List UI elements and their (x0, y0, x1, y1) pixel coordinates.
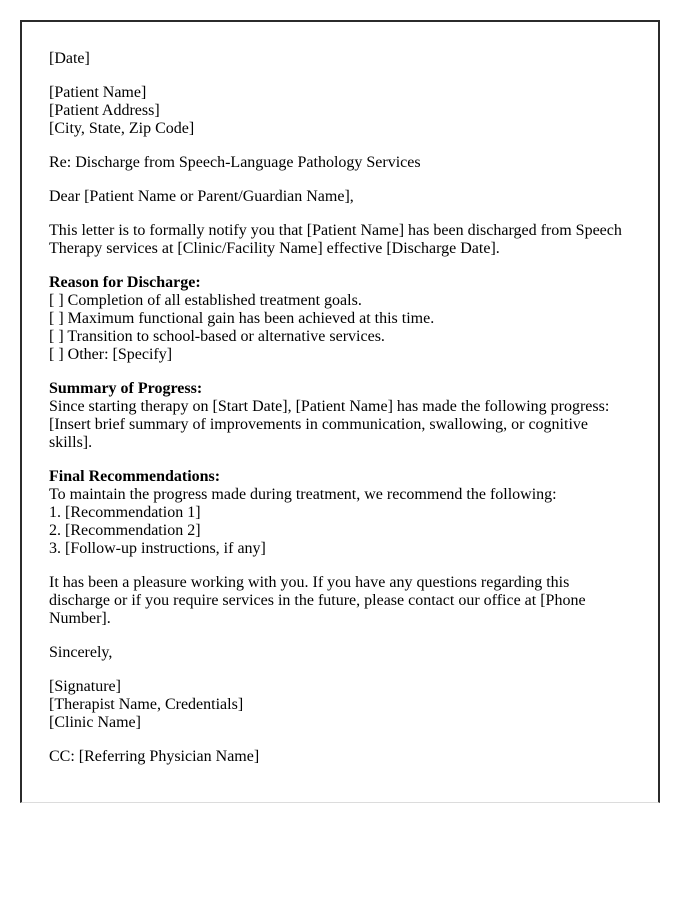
closing-paragraph (49, 574, 644, 628)
salutation-line: Dear [Patient Name or Parent/Guardian Name], (49, 188, 354, 205)
subject-line: Re: Discharge from Speech-Language Pathology Services (49, 154, 421, 171)
closing-line-2: discharge or if you require services in the future, please contact our office at [Phone (49, 592, 586, 609)
cc-block (49, 748, 644, 766)
summary-section-heading: Summary of Progress: (49, 380, 203, 397)
clinic-name-line: [Clinic Name] (49, 714, 141, 731)
reason-option-2: [ ] Maximum functional gain has been achieved at this time. (49, 310, 435, 327)
date-line: [Date] (49, 50, 90, 67)
closing-line-3: Number]. (49, 610, 111, 627)
recommendation-item-3: 3. [Follow-up instructions, if any] (49, 540, 266, 557)
summary-line-1: Since starting therapy on [Start Date], [Patient Name] has made the following progress: (49, 398, 610, 415)
recommendation-item-1: 1. [Recommendation 1] (49, 504, 201, 521)
summary-section (49, 380, 644, 452)
recommendations-intro-line: To maintain the progress made during treatment, we recommend the following: (49, 486, 557, 503)
recipient-address-line: [Patient Address] (49, 102, 160, 119)
reason-section-heading: Reason for Discharge: (49, 274, 201, 291)
cc-line: CC: [Referring Physician Name] (49, 748, 260, 765)
date-block (49, 50, 644, 68)
recipient-name-line: [Patient Name] (49, 84, 147, 101)
recipient-city-line: [City, State, Zip Code] (49, 120, 195, 137)
recommendations-section-heading: Final Recommendations: (49, 468, 221, 485)
summary-line-2: [Insert brief summary of improvements in communication, swallowing, or cognitive (49, 416, 588, 433)
recipient-block (49, 84, 644, 138)
reason-option-3: [ ] Transition to school-based or alternative services. (49, 328, 385, 345)
reason-section (49, 274, 644, 364)
summary-line-3: skills]. (49, 434, 93, 451)
therapist-name-line: [Therapist Name, Credentials] (49, 696, 244, 713)
salutation-block (49, 188, 644, 206)
recommendation-item-2: 2. [Recommendation 2] (49, 522, 201, 539)
reason-option-1: [ ] Completion of all established treatment goals. (49, 292, 362, 309)
signoff-block (49, 644, 644, 662)
signature-block (49, 678, 644, 732)
recommendations-section (49, 468, 644, 558)
intro-paragraph (49, 222, 644, 258)
closing-line-1: It has been a pleasure working with you. If you have any questions regarding this (49, 574, 570, 591)
reason-option-other: [ ] Other: [Specify] (49, 346, 173, 363)
letter-frame (20, 20, 660, 803)
intro-line-1: This letter is to formally notify you that [Patient Name] has been discharged from Speech (49, 222, 622, 239)
intro-line-2: Therapy services at [Clinic/Facility Name] effective [Discharge Date]. (49, 240, 500, 257)
subject-block (49, 154, 644, 172)
signoff-line: Sincerely, (49, 644, 113, 661)
signature-line: [Signature] (49, 678, 121, 695)
